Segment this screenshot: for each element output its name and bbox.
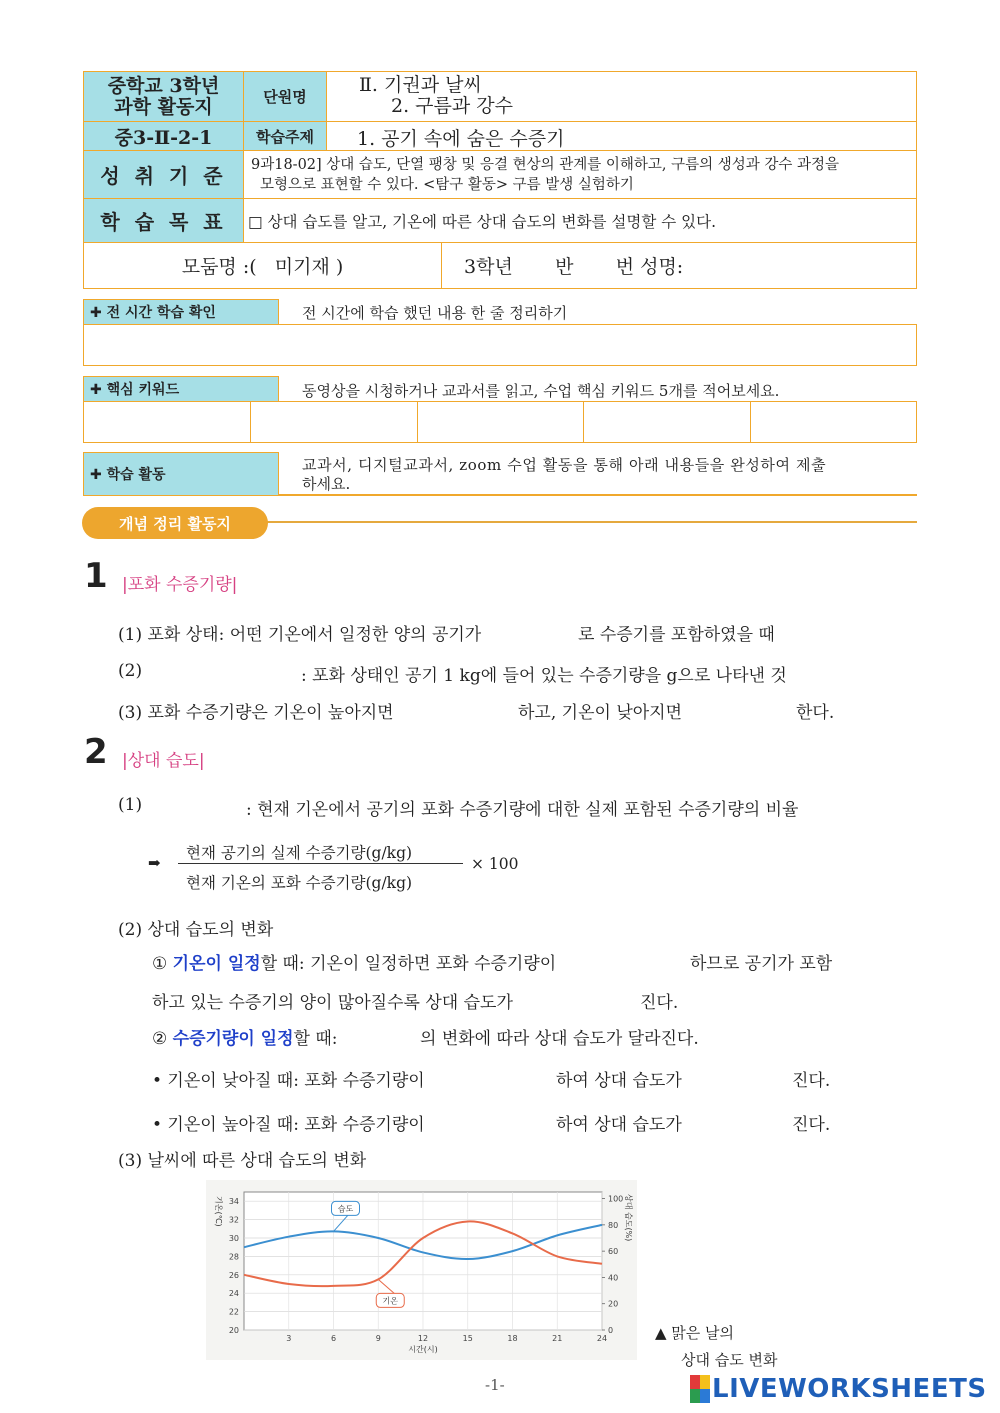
concept-badge: 개념 정리 활동지 (82, 507, 268, 539)
s1-item2-a: (2) (118, 661, 143, 681)
y-tick-label: 20 (228, 1326, 239, 1335)
page-number: -1- (485, 1376, 505, 1394)
keyword-box-3[interactable] (417, 401, 584, 443)
series-label: 습도 (337, 1204, 354, 1214)
activity-line2: 하세요. (302, 475, 351, 493)
formula-fraction-bar (178, 863, 463, 864)
keywords-instruction: 동영상을 시청하거나 교과서를 읽고, 수업 핵심 키워드 5개를 적어보세요. (302, 382, 780, 400)
caption-line1: ▲ 맑은 날의 (655, 1324, 735, 1342)
humidity-chart-svg (206, 1180, 637, 1360)
s2-def-b: : 현재 기온에서 공기의 포화 수증기량에 대한 실제 포함된 수증기량의 비율 (246, 800, 799, 820)
s2-weather-title: (3) 날씨에 따른 상대 습도의 변화 (118, 1151, 367, 1171)
y-tick-label: 34 (228, 1197, 239, 1207)
s2-def-a: (1) (118, 795, 143, 815)
review-instruction: 전 시간에 학습 했던 내용 한 줄 정리하기 (302, 304, 568, 322)
s2-case1-line2-b: 진다. (640, 993, 679, 1013)
keywords-label: ✚ 핵심 키워드 (83, 376, 279, 402)
case2-highlight: 수증기량이 일정 (172, 1029, 294, 1049)
x-tick-label: 24 (596, 1334, 608, 1343)
y2-tick-label: 0 (608, 1326, 614, 1335)
s2-bullet1-a: • 기온이 낮아질 때: 포화 수증기량이 (152, 1071, 425, 1091)
chart-caption (655, 1320, 777, 1374)
s2-bullet2-c: 진다. (792, 1115, 831, 1135)
s2-case2 (152, 1024, 338, 1049)
activity-instruction (302, 456, 914, 494)
y2-tick-label: 40 (608, 1273, 619, 1283)
review-answer-box[interactable] (83, 324, 917, 366)
logo-mark-icon (690, 1375, 710, 1403)
case1-highlight: 기온이 일정 (172, 954, 261, 974)
school-grade-cell (83, 71, 244, 122)
standard-line2: 모형으로 표현할 수 있다. <탐구 활동> 구름 발생 실험하기 (260, 177, 634, 193)
keyword-box-4[interactable] (583, 401, 751, 443)
y-tick-label: 26 (228, 1270, 239, 1280)
y-tick-label: 32 (228, 1215, 239, 1225)
series-label: 기온 (382, 1296, 398, 1306)
s2-case1-line2-a: 하고 있는 수증기의 양이 많아질수록 상대 습도가 (152, 993, 513, 1013)
topic-cell (326, 121, 917, 151)
section1-title: |포화 수증기량| (122, 575, 238, 595)
concept-rule (250, 521, 917, 523)
unit-label: 단원명 (243, 71, 327, 122)
s2-change-title: (2) 상대 습도의 변화 (118, 920, 274, 940)
s1-item1-b: 로 수증기를 포함하였을 때 (578, 625, 775, 645)
x-tick-label: 9 (375, 1334, 381, 1343)
goal-cell (243, 198, 917, 243)
s1-item1-a: (1) 포화 상태: 어떤 기온에서 일정한 양의 공기가 (118, 625, 482, 645)
x-tick-label: 12 (417, 1334, 429, 1343)
section1-number: 1 (84, 556, 108, 596)
s2-case2-end: 의 변화에 따라 상대 습도가 달라진다. (420, 1029, 699, 1049)
formula-multiplier: × 100 (471, 855, 519, 873)
student-info-cell[interactable] (441, 242, 917, 289)
school-line1: 중학교 3학년 (107, 74, 220, 97)
y-tick-label: 30 (228, 1234, 239, 1243)
s2-bullet2-b: 하여 상대 습도가 (556, 1115, 682, 1135)
y2-tick-label: 60 (608, 1247, 619, 1257)
s1-item3-b: 하고, 기온이 낮아지면 (518, 703, 683, 723)
x-tick-label: 18 (507, 1334, 518, 1343)
s2-case1 (152, 949, 556, 974)
x-axis-label: 시간(시) (408, 1345, 438, 1354)
activity-label: ✚ 학습 활동 (83, 452, 279, 496)
standard-label: 성 취 기 준 (83, 150, 244, 199)
s1-item3-c: 한다. (796, 703, 835, 723)
review-label: ✚ 전 시간 학습 확인 (83, 299, 279, 325)
standard-cell (243, 150, 917, 199)
standard-line1: 9과18-02] 상대 습도, 단열 팽창 및 응결 현상의 관계를 이해하고, 구름의 생성과 강수 과정을 (251, 157, 840, 173)
y-tick-label: 22 (228, 1307, 239, 1317)
activity-underline (279, 494, 917, 496)
case1-rest: 할 때: 기온이 일정하면 포화 수증기량이 (260, 954, 557, 974)
student-info-label: 3학년 반 번 성명: (464, 256, 684, 278)
liveworksheets-logo (690, 1374, 987, 1404)
s2-bullet1-b: 하여 상대 습도가 (556, 1071, 682, 1091)
s2-bullet1-c: 진다. (792, 1071, 831, 1091)
y2-axis-label: 상대 습도(%) (624, 1194, 633, 1242)
code-cell: 중3-Ⅱ-2-1 (83, 121, 244, 151)
formula-arrow: ➡ (148, 854, 161, 872)
s1-item2-b: : 포화 상태인 공기 1 kg에 들어 있는 수증기량을 g으로 나타낸 것 (301, 666, 787, 686)
s2-bullet2-a: • 기온이 높아질 때: 포화 수증기량이 (152, 1115, 425, 1135)
unit-name-cell (326, 71, 917, 122)
humidity-chart (206, 1180, 637, 1360)
topic-text: 1. 공기 속에 숨은 수증기 (357, 128, 565, 150)
x-tick-label: 15 (462, 1334, 473, 1343)
y-axis-label: 기온(℃) (214, 1196, 223, 1227)
logo-text: LIVEWORKSHEETS (712, 1374, 987, 1404)
school-line2: 과학 활동지 (114, 95, 213, 118)
formula-numerator: 현재 공기의 실제 수증기량(g/kg) (186, 844, 413, 862)
s1-item3-a: (3) 포화 수증기량은 기온이 높아지면 (118, 703, 394, 723)
activity-line1: 교과서, 디지털교과서, zoom 수업 활동을 통해 아래 내용들을 완성하여 제출 (302, 456, 827, 474)
x-tick-label: 3 (286, 1334, 292, 1343)
case2-rest: 할 때: (293, 1029, 338, 1049)
y2-tick-label: 20 (608, 1299, 619, 1309)
goal-text: □ 상대 습도를 알고, 기온에 따른 상대 습도의 변화를 설명할 수 있다. (248, 212, 716, 231)
goal-label: 학 습 목 표 (83, 198, 244, 243)
case1-prefix: ① (152, 954, 168, 974)
y-tick-label: 28 (228, 1252, 239, 1262)
x-tick-label: 21 (552, 1334, 563, 1343)
topic-label: 학습주제 (243, 121, 327, 151)
formula-denominator: 현재 기온의 포화 수증기량(g/kg) (186, 874, 413, 892)
x-tick-label: 6 (330, 1334, 337, 1343)
unit-line1: Ⅱ. 기권과 날씨 (359, 74, 482, 96)
y2-tick-label: 100 (608, 1194, 624, 1204)
keyword-box-2[interactable] (250, 401, 418, 443)
keyword-box-1[interactable] (83, 401, 251, 443)
y-tick-label: 24 (228, 1289, 239, 1299)
s2-case1-end: 하므로 공기가 포함 (690, 954, 833, 974)
keyword-box-5[interactable] (750, 401, 917, 443)
caption-line2: 상대 습도 변화 (681, 1351, 778, 1369)
unit-line2: 2. 구름과 강수 (391, 95, 513, 117)
section2-number: 2 (84, 732, 108, 772)
group-name-label: 모둠명 :( 미기재 ) (181, 256, 344, 278)
case2-prefix: ② (152, 1029, 168, 1049)
group-name-cell (83, 242, 442, 289)
y2-tick-label: 80 (608, 1220, 619, 1230)
section2-title: |상대 습도| (122, 751, 205, 771)
